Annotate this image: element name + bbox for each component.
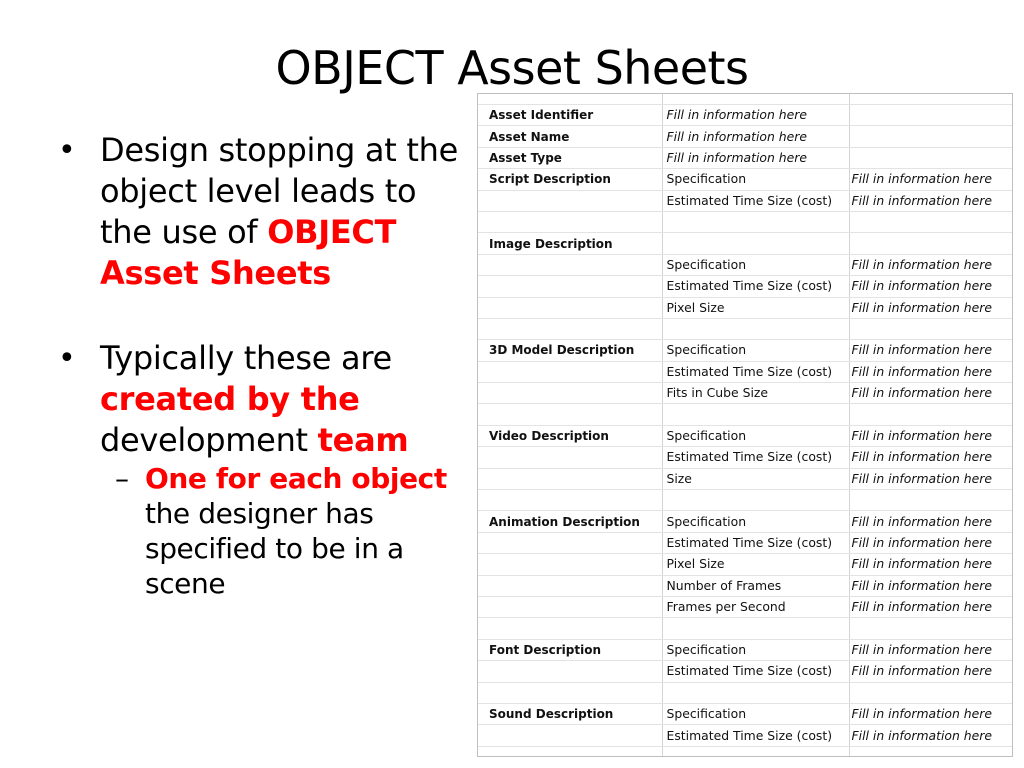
table-cell — [662, 211, 849, 232]
table-cell — [478, 297, 662, 318]
table-cell: Fill in information here — [849, 575, 1012, 596]
table-row — [478, 211, 1012, 232]
table-cell: Specification — [662, 425, 849, 446]
table-cell: Asset Type — [478, 147, 662, 168]
table-cell — [849, 490, 1012, 511]
table-cell: Fill in information here — [849, 468, 1012, 489]
table-cell: Animation Description — [478, 511, 662, 532]
table-cell: Number of Frames — [662, 575, 849, 596]
table-row — [478, 233, 1012, 254]
table-cell: Fill in information here — [849, 276, 1012, 297]
table-cell: Estimated Time Size (cost) — [662, 190, 849, 211]
table-cell: Script Description — [478, 169, 662, 190]
table-cell — [478, 447, 662, 468]
table-cell — [849, 618, 1012, 639]
table-row — [478, 639, 1012, 660]
bullet-2-highlight-a: created by the — [100, 380, 360, 418]
table-row — [478, 425, 1012, 446]
table-cell — [662, 618, 849, 639]
table-row — [478, 746, 1012, 757]
table-row — [478, 618, 1012, 639]
table-cell: Fill in information here — [849, 361, 1012, 382]
table-cell — [478, 468, 662, 489]
table-cell: Video Description — [478, 425, 662, 446]
table-cell — [849, 404, 1012, 425]
table-cell — [849, 211, 1012, 232]
table-row — [478, 94, 1012, 105]
table-cell: Specification — [662, 169, 849, 190]
table-cell: Fill in information here — [662, 126, 849, 147]
sub-bullet-text: the designer has specified to be in a scene — [145, 497, 404, 600]
table-cell: 3D Model Description — [478, 340, 662, 361]
table-cell: Fill in information here — [849, 383, 1012, 404]
bullet-dot-icon: • — [58, 341, 76, 376]
table-cell: Fill in information here — [849, 297, 1012, 318]
table-cell: Specification — [662, 511, 849, 532]
table-cell — [662, 746, 849, 757]
table-row — [478, 575, 1012, 596]
table-cell — [478, 190, 662, 211]
table-cell — [478, 682, 662, 703]
table-cell: Fill in information here — [849, 532, 1012, 553]
table-cell: Image Description — [478, 233, 662, 254]
table-cell: Estimated Time Size (cost) — [662, 276, 849, 297]
table-cell: Fill in information here — [849, 725, 1012, 746]
table-cell — [849, 746, 1012, 757]
table-cell: Specification — [662, 254, 849, 275]
table-cell: Fill in information here — [849, 554, 1012, 575]
table-cell — [478, 532, 662, 553]
table-cell: Fill in information here — [849, 190, 1012, 211]
table-row — [478, 147, 1012, 168]
table-row — [478, 661, 1012, 682]
table-cell: Asset Identifier — [478, 105, 662, 126]
table-cell — [478, 661, 662, 682]
table-cell — [478, 575, 662, 596]
table-cell: Fill in information here — [849, 254, 1012, 275]
bullet-1-highlight: OBJECT Asset Sheets — [100, 213, 397, 292]
table-row — [478, 361, 1012, 382]
table-row — [478, 554, 1012, 575]
table-cell — [849, 147, 1012, 168]
table-cell — [478, 746, 662, 757]
table-cell: Fill in information here — [662, 147, 849, 168]
table-row — [478, 169, 1012, 190]
table-cell: Estimated Time Size (cost) — [662, 661, 849, 682]
table-cell — [662, 318, 849, 339]
table-cell: Estimated Time Size (cost) — [662, 532, 849, 553]
table-cell — [662, 682, 849, 703]
table-cell — [662, 404, 849, 425]
table-cell: Pixel Size — [662, 297, 849, 318]
table-cell — [849, 318, 1012, 339]
bullet-1-text: Design stopping at the object level leads to the use of — [100, 131, 458, 251]
table-cell: Fill in information here — [849, 425, 1012, 446]
table-cell: Fill in information here — [849, 596, 1012, 617]
table-cell — [662, 233, 849, 254]
table-cell: Fill in information here — [849, 703, 1012, 724]
table-row — [478, 596, 1012, 617]
table-cell: Specification — [662, 639, 849, 660]
table-row — [478, 276, 1012, 297]
table-row — [478, 126, 1012, 147]
table-row — [478, 297, 1012, 318]
table-cell — [478, 211, 662, 232]
bullet-list — [58, 130, 458, 601]
table-cell: Specification — [662, 340, 849, 361]
table-cell: Estimated Time Size (cost) — [662, 725, 849, 746]
table-row — [478, 490, 1012, 511]
sub-bullet-highlight: One for each object — [145, 462, 447, 495]
bullet-dot-icon: • — [58, 133, 76, 168]
bullet-2-text-b: development — [100, 421, 318, 459]
table-cell: Frames per Second — [662, 596, 849, 617]
table-cell — [849, 682, 1012, 703]
table-cell — [478, 254, 662, 275]
table-row — [478, 190, 1012, 211]
sub-bullet — [100, 461, 458, 601]
bullet-1 — [58, 130, 458, 294]
table-cell — [478, 596, 662, 617]
table-cell — [849, 126, 1012, 147]
table-cell — [478, 404, 662, 425]
table-cell — [849, 105, 1012, 126]
table-cell: Sound Description — [478, 703, 662, 724]
table-cell: Fits in Cube Size — [662, 383, 849, 404]
table-cell: Fill in information here — [849, 340, 1012, 361]
table-cell: Fill in information here — [662, 105, 849, 126]
table-row — [478, 254, 1012, 275]
table-row — [478, 447, 1012, 468]
table-cell — [849, 233, 1012, 254]
dash-icon: – — [115, 462, 129, 495]
table-row — [478, 725, 1012, 746]
table-row — [478, 682, 1012, 703]
table-cell: Fill in information here — [849, 639, 1012, 660]
table-cell: Estimated Time Size (cost) — [662, 361, 849, 382]
asset-sheet-spreadsheet — [477, 93, 1013, 757]
table-cell: Fill in information here — [849, 169, 1012, 190]
table-cell: Font Description — [478, 639, 662, 660]
table-cell: Pixel Size — [662, 554, 849, 575]
table-cell — [478, 383, 662, 404]
table-row — [478, 340, 1012, 361]
table-row — [478, 318, 1012, 339]
bullet-2 — [58, 338, 458, 601]
table-cell — [478, 725, 662, 746]
table-cell: Size — [662, 468, 849, 489]
table-row — [478, 703, 1012, 724]
table-cell: Fill in information here — [849, 511, 1012, 532]
table-cell: Specification — [662, 703, 849, 724]
table-cell: Asset Name — [478, 126, 662, 147]
table-row — [478, 404, 1012, 425]
table-cell: Fill in information here — [849, 661, 1012, 682]
asset-sheet-table — [478, 94, 1012, 757]
bullet-2-highlight-b: team — [317, 421, 409, 459]
table-cell — [478, 361, 662, 382]
table-row — [478, 532, 1012, 553]
table-cell: Fill in information here — [849, 447, 1012, 468]
slide-title: OBJECT Asset Sheets — [275, 41, 749, 95]
table-cell: Estimated Time Size (cost) — [662, 447, 849, 468]
bullet-2-text-a: Typically these are — [100, 339, 392, 377]
table-cell — [662, 490, 849, 511]
table-cell — [478, 318, 662, 339]
table-cell — [478, 618, 662, 639]
table-row — [478, 383, 1012, 404]
table-row — [478, 105, 1012, 126]
table-cell — [478, 490, 662, 511]
table-row — [478, 468, 1012, 489]
table-row — [478, 511, 1012, 532]
table-cell — [478, 554, 662, 575]
table-cell — [478, 276, 662, 297]
